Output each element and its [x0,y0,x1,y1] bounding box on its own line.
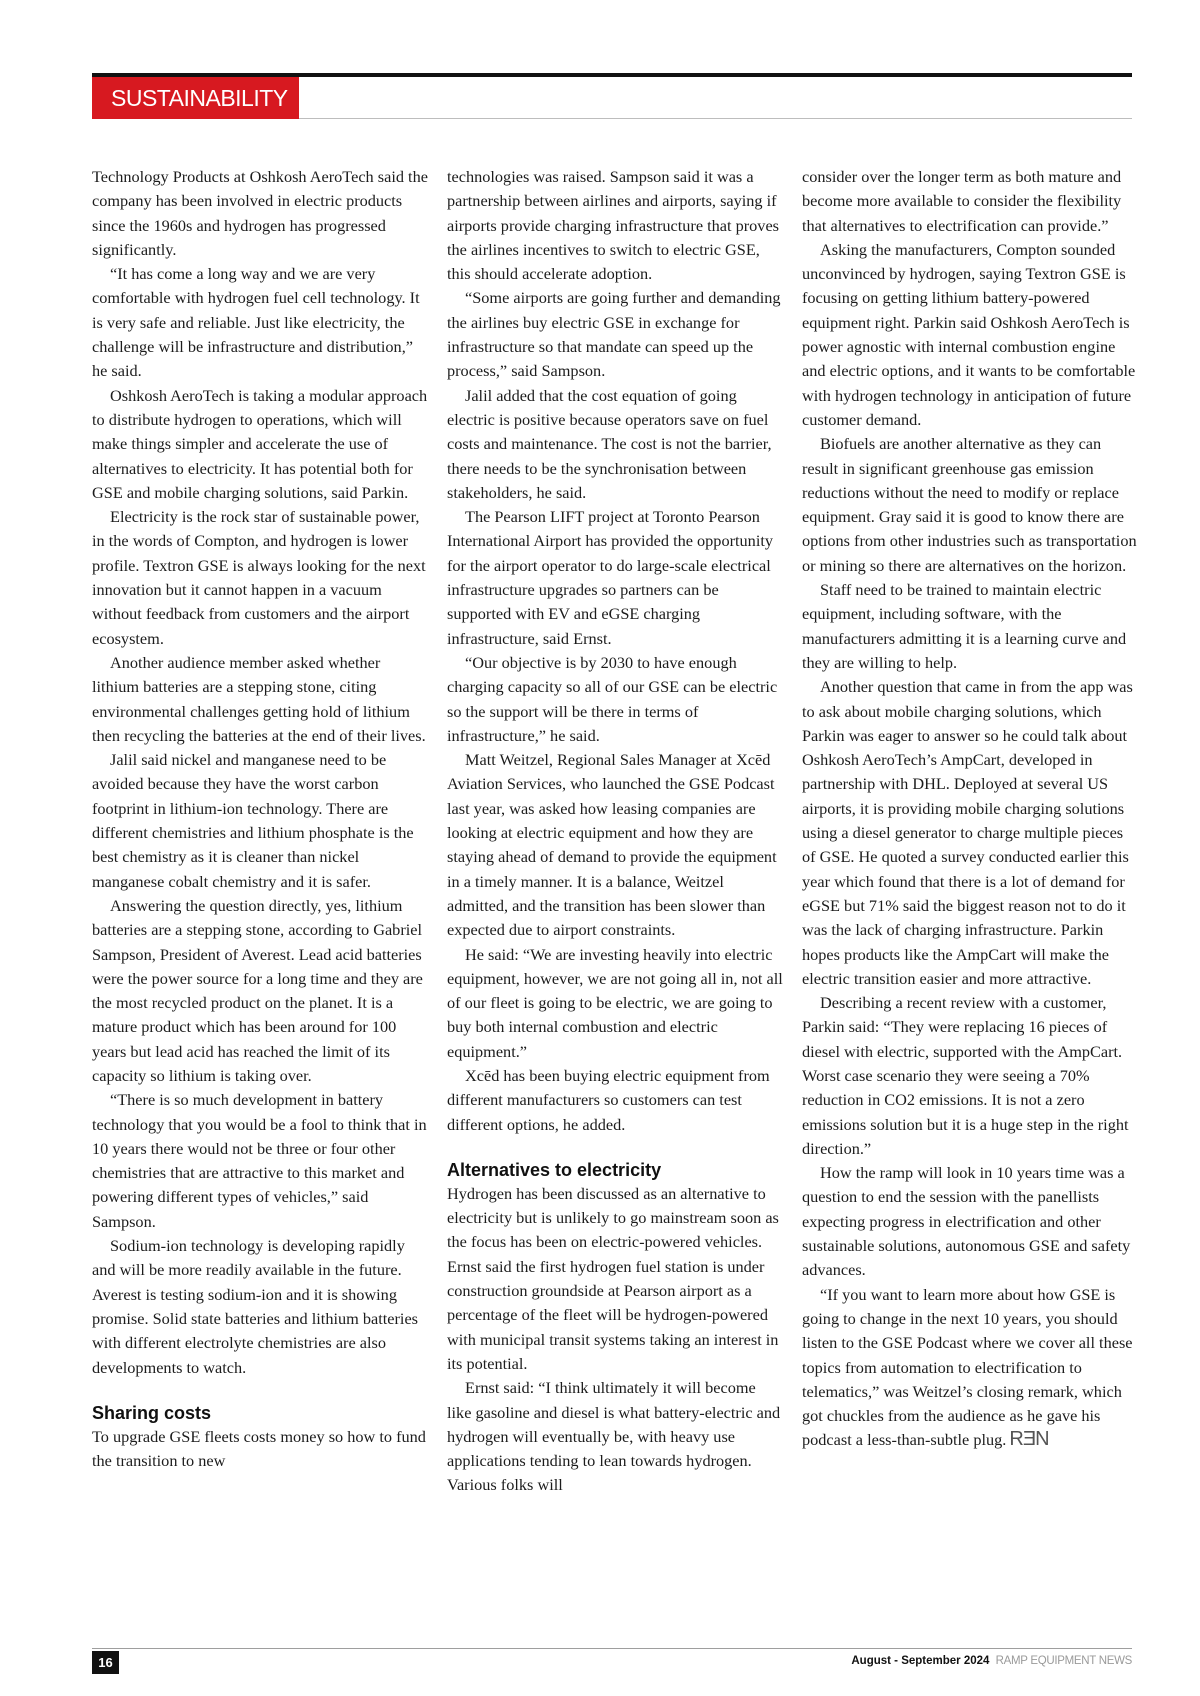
paragraph: Oshkosh AeroTech is taking a modular approach to distribute hydrogen to operations, which will make things simpler and accelerate the use of alternatives to electricity. It has potential both for GSE and mobile charging solutions, said Parkin. [92,385,428,502]
paragraph: Electricity is the rock star of sustainable power, in the words of Compton, and hydrogen is lower profile. Textron GSE is always looking for the next innovation but it cannot happen in a vacuum without feedback from customers and the airport ecosystem. [92,507,426,648]
footer-info [851,1653,1132,1669]
paragraph: “There is so much development in battery technology that you would be a fool to think that in 10 years there would not be three or four other chemistries that are attractive to this market and powering different types of vehicles,” said Sampson. [92,1090,427,1231]
paragraph: Xcēd has been buying electric equipment from different manufacturers so customers can test different options, he added. [447,1065,770,1134]
paragraph: Biofuels are another alternative as they can result in significant greenhouse gas emission reductions without the need to modify or replace equipment. Gray said it is good to know there are options from other industries such as transportation or mining so there are alternatives on the horizon. [802,434,1137,575]
paragraph: Ernst said: “I think ultimately it will become like gasoline and diesel is what battery-electric and hydrogen will eventually be, with heavy use applications tending to lean towards hydrogen. Various folks will [447,1378,781,1495]
closing-paragraph [802,1283,1138,1453]
section-label: SUSTAINABILITY [92,77,299,119]
paragraph: “Our objective is by 2030 to have enough charging capacity so all of our GSE can be electric so the support will be there in terms of infrastructure,” he said. [447,652,778,745]
paragraph: technologies was raised. Sampson said it was a partnership between airlines and airports, saying if airports provide charging infrastructure that proves the airlines incentives to switch to electric GSE, this should accelerate adoption. [447,167,780,284]
paragraph: Staff need to be trained to maintain electric equipment, including software, with the manufacturers admitting it is a learning curve and they are willing to help. [802,580,1127,672]
paragraph: How the ramp will look in 10 years time was a question to end the session with the panellists expecting progress in electrification and other sustainable solutions, autonomous GSE and safety advances. [802,1163,1131,1280]
paragraph: Technology Products at Oshkosh AeroTech said the company has been involved in electric products since the 1960s and hydrogen has progressed significantly. [92,167,428,259]
footer-rule [92,1648,1132,1649]
paragraph: Answering the question directly, yes, lithium batteries are a stepping stone, according to Gabriel Sampson, President of Averest. Lead acid batteries were the power source for a long time and they are the most recycled product on the planet. It is a mature product which has been around for 100 years but lead acid has reached the limit of its capacity so lithium is taking over. [92,895,423,1085]
paragraph: Another audience member asked whether lithium batteries are a stepping stone, citing environmental challenges getting hold of lithium then recycling the batteries at the end of their lives. [92,652,426,745]
end-of-article-mark: RƎN [1009,1428,1049,1451]
header-divider [299,118,1132,119]
paragraph: He said: “We are investing heavily into electric equipment, however, we are not going all in, not all of our fleet is going to be electric, we are going to buy both internal combustion and electric equipment.” [447,944,783,1061]
paragraph: Matt Weitzel, Regional Sales Manager at Xcēd Aviation Services, who launched the GSE Podcast last year, was asked how leasing companies are looking at electric equipment and how they are staying ahead of demand to provide the equipment in a timely manner. It is a balance, Weitzel admitted, and the transition has been slower than expected due to airport constraints. [447,750,777,940]
article-column-3 [802,165,1138,1453]
page-number: 16 [92,1651,119,1674]
paragraph: To upgrade GSE fleets costs money so how to fund the transition to new [92,1426,426,1471]
subheading-alternatives: Alternatives to electricity [447,1159,662,1180]
issue-date: August - September 2024 [851,1655,990,1667]
paragraph: “Some airports are going further and demanding the airlines buy electric GSE in exchange for infrastructure so that mandate can speed up the process,” said Sampson. [447,288,781,381]
paragraph: Asking the manufacturers, Compton sounded unconvinced by hydrogen, saying Textron GSE is focusing on getting lithium battery-powered equipment right. Parkin said Oshkosh AeroTech is power agnostic with internal combustion engine and electric options, and it wants to be comfortable with hydrogen technology in anticipation of future customer demand. [802,239,1136,429]
paragraph: Jalil added that the cost equation of going electric is positive because operators save on fuel costs and maintenance. The cost is not the barrier, there needs to be the synchronisation between stakeholders, he said. [447,385,772,502]
subheading-sharing-costs: Sharing costs [92,1402,212,1423]
paragraph-text: “If you want to learn more about how GSE is going to change in the next 10 years, you should listen to the GSE Podcast where we cover all these topics from automation to electrification to telematics,” was Weitzel’s closing remark, which got chuckles from the audience as he gave his podcast a less-than-subtle plug. [802,1284,1133,1450]
paragraph: Another question that came in from the app was to ask about mobile charging solutions, which Parkin was eager to answer so he could talk about Oshkosh AeroTech’s AmpCart, developed in partnership with DHL. Deployed at several US airports, it is providing mobile charging solutions using a diesel generator to charge multiple pieces of GSE. He quoted a survey conducted earlier this year which found that there is a lot of demand for eGSE but 71% said the biggest reason not to do it was the lack of charging infrastructure. Parkin hopes products like the AmpCart will make the electric transition easier and more attractive. [802,677,1133,988]
publication-name: RAMP EQUIPMENT NEWS [995,1655,1132,1667]
paragraph: Hydrogen has been discussed as an alternative to electricity but is unlikely to go mainstream soon as the focus has been on electric-powered vehicles. Ernst said the first hydrogen fuel station is under construction groundside at Pearson airport as a percentage of the fleet will be hydrogen-powered with municipal transit systems taking an interest in its potential. [447,1183,779,1373]
paragraph: Describing a recent review with a customer, Parkin said: “They were replacing 16 pieces of diesel with electric, supported with the AmpCart. Worst case scenario they were seeing a 70% reduction in CO2 emissions. It is not a zero emissions solution but it is a huge step in the right direction.” [802,993,1129,1158]
paragraph: The Pearson LIFT project at Toronto Pearson International Airport has provided the opportunity for the airport operator to do large-scale electrical infrastructure upgrades so partners can be supported with EV and eGSE charging infrastructure, said Ernst. [447,507,774,648]
paragraph: Jalil said nickel and manganese need to be avoided because they have the worst carbon footprint in lithium-ion technology. There are different chemistries and lithium phosphate is the best chemistry as it is cleaner than nickel manganese cobalt chemistry and it is safer. [92,750,414,891]
article-column-2 [447,165,783,1498]
paragraph: Sodium-ion technology is developing rapidly and will be more readily available in the future. Averest is testing sodium-ion and it is showing promise. Solid state batteries and lithium batteries with different electrolyte chemistries are also developments to watch. [92,1236,419,1377]
paragraph: “It has come a long way and we are very comfortable with hydrogen fuel cell technology. It is very safe and reliable. Just like electricity, the challenge will be infrastructure and distribution,” he said. [92,264,420,381]
article-column-1 [92,165,428,1473]
paragraph: consider over the longer term as both mature and become more available to consider the flexibility that alternatives to electrification can provide.” [802,167,1122,235]
